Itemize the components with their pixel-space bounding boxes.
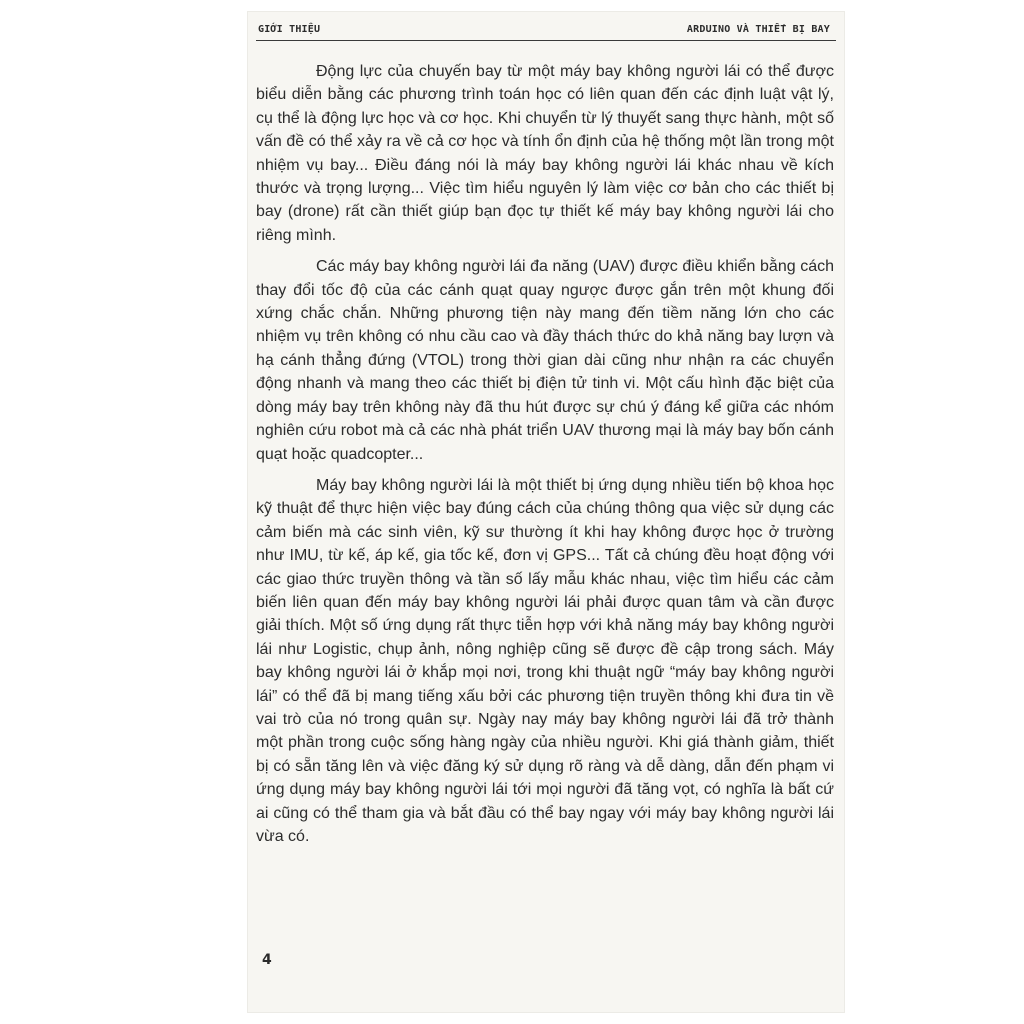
- header-section-title: GIỚI THIỆU: [258, 24, 321, 35]
- body-text: [256, 60, 834, 856]
- paragraph-2: Các máy bay không người lái đa năng (UAV) được điều khiển bằng cách thay đổi tốc độ của các cánh quạt quay ngược được gắn trên một khung đối xứng chắc chắn. Những phương tiện này mang đến tiềm năng lớn cho các nhiệm vụ trên không có nhu cầu cao và đầy thách thức do khả năng bay lượn và hạ cánh thẳng đứng (VTOL) trong thời gian dài cũng như nhận ra các chuyển động nhanh và mang theo các thiết bị điện tử tinh vi. Một cấu hình đặc biệt của dòng máy bay trên không này đã thu hút được sự chú ý đáng kể giữa các nhóm nghiên cứu robot mà cả các nhà phát triển UAV thương mại là máy bay bốn cánh quạt hoặc quadcopter...: [256, 258, 834, 463]
- header-book-title: ARDUINO VÀ THIẾT BỊ BAY: [686, 24, 830, 35]
- paragraph-3: Máy bay không người lái là một thiết bị ứng dụng nhiều tiến bộ khoa học kỹ thuật để thực hiện việc bay đúng cách của chúng thông qua việc sử dụng các cảm biến mà các sinh viên, kỹ sư thường ít khi hay không được học ở trường như IMU, từ kế, áp kế, gia tốc kế, đơn vị GPS... Tất cả chúng đều hoạt động với các giao thức truyền thông và tần số lấy mẫu khác nhau, việc tìm hiểu các cảm biến liên quan đến máy bay không người lái phải được quan tâm và cần được giải thích. Một số ứng dụng rất thực tiễn hợp với khả năng máy bay không người lái như Logistic, chụp ảnh, nông nghiệp cũng sẽ được đề cập trong sách. Máy bay không người lái ở khắp mọi nơi, trong khi thuật ngữ “máy bay không người lái” có thể đã bị mang tiếng xấu bởi các phương tiện truyền thông khi đưa tin về vai trò của nó trong quân sự. Ngày nay máy bay không người lái đã trở thành một phần trong cuộc sống hàng ngày của nhiều người. Khi giá thành giảm, thiết bị có sẵn tăng lên và việc đăng ký sử dụng rõ ràng và dễ dàng, dẫn đến phạm vi ứng dụng máy bay không người lái tới mọi người đã tăng vọt, có nghĩa là bất cứ ai cũng có thể tham gia và bắt đầu có thể bay ngay với máy bay không người lái vừa có.: [256, 476, 834, 845]
- paragraph-1: Động lực của chuyến bay từ một máy bay không người lái có thể được biểu diễn bằng các phương trình toán học có liên quan đến các định luật vật lý, cụ thể là động lực học và cơ học. Khi chuyển từ lý thuyết sang thực hành, một số vấn đề có thể xảy ra về cả cơ học và tính ổn định của hệ thống một lần trong một nhiệm vụ bay... Điều đáng nói là máy bay không người lái khác nhau về kích thước và trọng lượng... Việc tìm hiểu nguyên lý làm việc cơ bản cho các thiết bị bay (drone) rất cần thiết giúp bạn đọc tự thiết kế máy bay không người lái cho riêng mình.: [256, 63, 834, 244]
- page-number: 4: [262, 952, 272, 968]
- running-header: [256, 24, 836, 38]
- header-rule: [256, 40, 836, 41]
